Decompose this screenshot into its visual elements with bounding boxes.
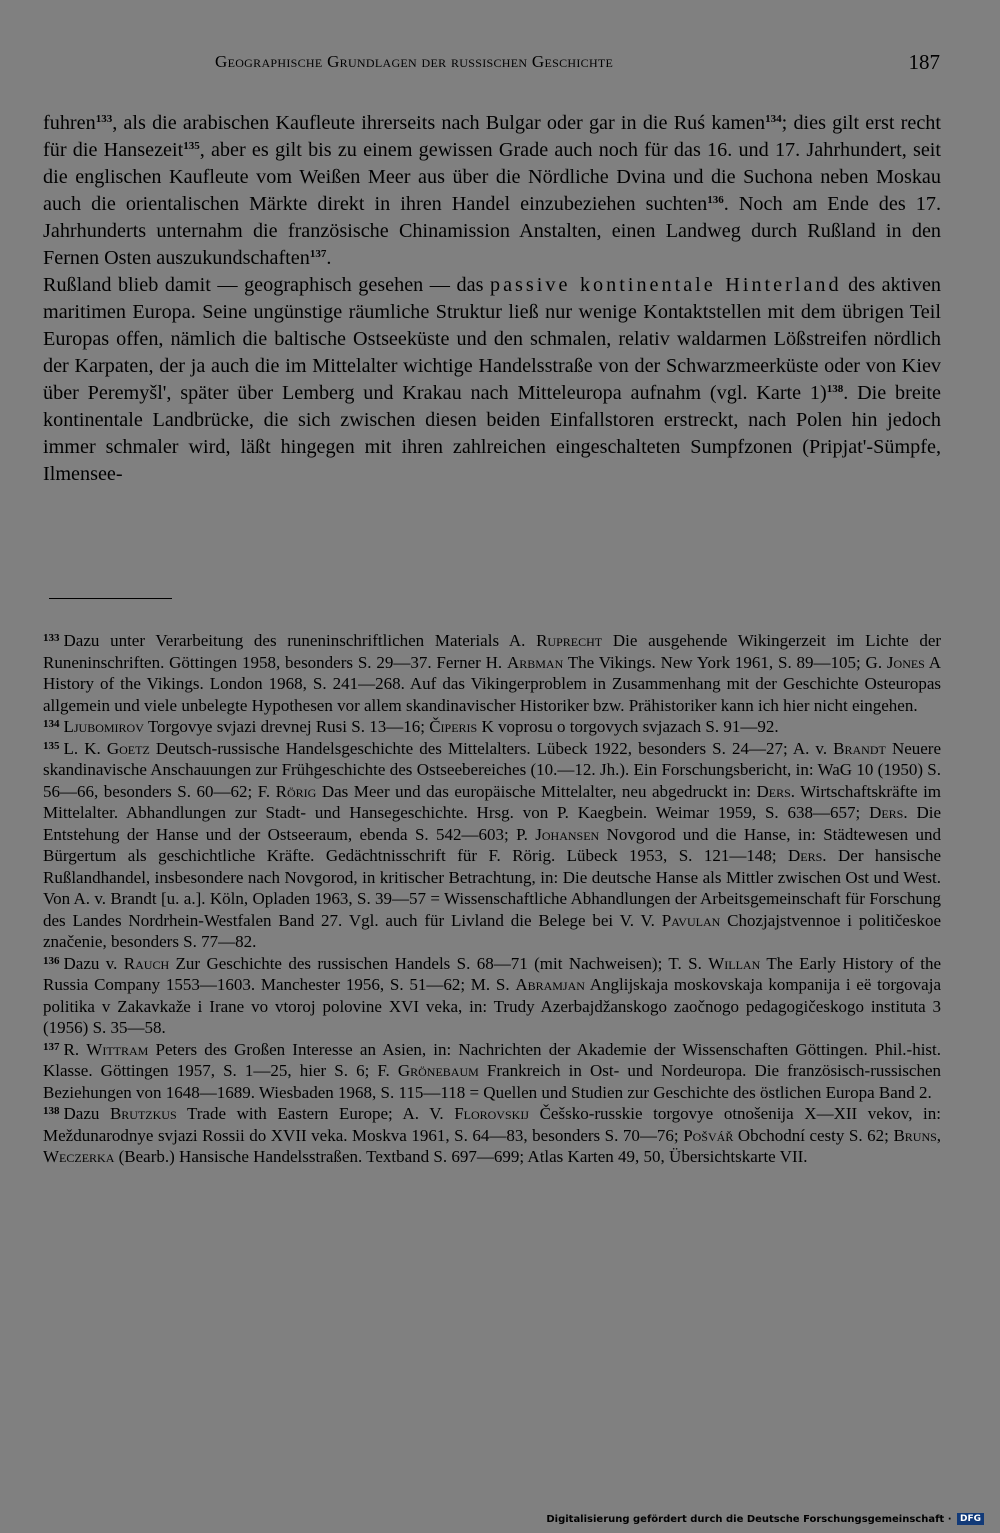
text-run: , aber es gilt bis zu einem gewissen Grade auch noch für das 16. und 17. Jahrhundert, seit die englischen Kaufleute vom Weißen Meer aus über die Nördliche Dvina und die Suchona neben Moskau auch die orientalischen Märkte direkt in ihren Handel einzubeziehen suchten xyxy=(43,139,941,215)
footnote-text: Die Entstehung der Hanse und der Ostseeraum, ebenda S. 542—603; P. xyxy=(43,803,941,844)
footnote-text: Trade with Eastern Europe; A. V. xyxy=(186,1104,444,1123)
author-name: Wittram xyxy=(86,1039,149,1059)
footnote-137 xyxy=(43,1039,941,1104)
footnote-text: Zur Geschichte des russischen Handels S. 68—71 (mit Nachweisen); T. S. xyxy=(175,953,702,973)
author-name: Abramjan xyxy=(515,975,585,994)
footnote-text: Torgovye svjazi drevnej Rusi S. 13—16; xyxy=(147,717,425,736)
footnote-number: 134 xyxy=(43,718,60,730)
footnote-text: Dazu unter Verarbeitung des runeninschriftlichen Materials A. xyxy=(63,631,526,650)
footnote-text: Chozjajstvennoe i političeskoe značenie, besonders S. 77—82. xyxy=(43,910,942,951)
author-name: Ders. xyxy=(869,803,908,822)
author-name: Weczerka xyxy=(43,1147,115,1166)
footnote-number: 136 xyxy=(43,954,60,967)
dfg-logo: DFG xyxy=(957,1513,984,1525)
text-run: . xyxy=(326,247,332,269)
text-run: des aktiven maritimen Europa. Seine ungünstige räumliche Struktur ließ nur wenige Kontaktstellen mit dem übrigen Teil Europas offen, nämlich die baltische Ostseeküste und den schmalen, relativ waldarmen Lößstreifen nördlich der Karpaten, der ja auch die im Mittelalter wichtige Handelsstraße von der Schwarzmeerküste oder von Kiev über Peremyšl', später über Lemberg und Krakau nach Mitteleuropa aufnahm (vgl. Karte 1) xyxy=(43,274,942,404)
text-run: fuhren xyxy=(43,112,96,134)
footnote-number: 137 xyxy=(43,1040,60,1053)
author-name: Čiperis xyxy=(429,717,478,736)
footnote-text: Deutsch-russische Handelsgeschichte des Mittelalters. Lübeck 1922, besonders S. 24—27; A. v. xyxy=(155,738,828,758)
footnote-134 xyxy=(43,716,941,738)
author-name: Ders. xyxy=(756,781,796,801)
author-name: Pošvář xyxy=(683,1125,734,1145)
running-head-title: Geographische Grundlagen der russischen Geschichte xyxy=(215,52,614,71)
footnote-number: 135 xyxy=(43,739,60,752)
footnote-ref-135[interactable]: 135 xyxy=(183,140,200,152)
text-run: , als die arabischen Kaufleute ihrerseits nach Bulgar oder gar in die Ruś kamen xyxy=(112,112,766,134)
author-name: Brutzkus xyxy=(109,1104,177,1123)
author-name: Ljubomirov xyxy=(63,717,144,736)
author-name: Brandt xyxy=(833,738,886,758)
footnote-text: Der hansische Rußlandhandel, insbesondere nach Novgorod, in kritischer Betrachtung, in: Die deutsche Hanse als Mittler zwischen Ost und West. Von A. v. Brandt [u. a.]. Köln, Opladen 1963, S. 39—57 = Wissenschaftliche Abhandlungen der Arbeitsgemeinschaft für Forschung des Landes Nordrhein-Westfalen Band 27. Vgl. auch für Livland die Belege bei V. V. xyxy=(43,846,942,930)
footnote-138 xyxy=(43,1103,941,1168)
footnote-text: L. K. xyxy=(63,738,101,758)
text-run: . Noch am Ende des 17. Jahrhunderts unternahm die französische Chinamission Anstalten, einen Landweg durch Rußland in den Fernen Osten auszukundschaften xyxy=(43,193,941,269)
author-name: Rörig xyxy=(275,781,317,801)
footnote-text: Das Meer und das europäische Mittelalter, neu abgedruckt in: xyxy=(321,781,751,801)
footnote-text: A History of the Vikings. London 1968, S. 241—268. Auf das Vikingerproblem in Zusammenhang mit der Geschichte Osteuropas allgemein und viele unbelegte Hypothesen vor allem skandinavischer Historiker bzw. Prähistoriker kann ich hier nicht eingehen. xyxy=(43,652,942,715)
footnote-text: K voprosu o torgovych svjazach S. 91—92. xyxy=(481,717,779,736)
author-name: Johansen xyxy=(535,824,600,844)
footnote-text: Frankreich in Ost- und Nordeuropa. Die französisch-russischen Beziehungen von 1648—1689. Wiesbaden 1968, S. 115—118 = Quellen und Studien zur Geschichte des östlichen Europa Band 2. xyxy=(43,1061,942,1102)
author-name: Goetz xyxy=(106,738,150,758)
footnote-ref-138[interactable]: 138 xyxy=(826,383,844,395)
footnote-text: Anglijskaja moskovskaja kompanija i eë torgovaja politika v Zakavkaže i Irane vo vtoroj polovine XVI veka, in: Trudy Azerbajdžanskogo zaočnogo pedagogičeskogo instituta 3 (1956) S. 35—58. xyxy=(43,975,941,1037)
author-name: Florovskij xyxy=(454,1104,529,1123)
footnote-text: Peters des Großen Interesse an Asien, in: Nachrichten der Akademie der Wissenschaften Göttingen. Phil.-hist. Klasse. Göttingen 1957, S. 1—25, hier S. 6; F. xyxy=(43,1039,942,1080)
author-name: Ruprecht xyxy=(536,631,603,650)
digitization-credit xyxy=(546,1513,984,1525)
author-name: Pavulan xyxy=(661,910,721,930)
footnote-text: Neuere skandinavische Anschauungen zur Frühgeschichte des Ostseebereiches (10.—12. Jh.). Ein Forschungsbericht, in: WaG 10 (1950) S. 56—66, besonders S. 60—62; F. xyxy=(43,738,942,801)
author-name: Grönebaum xyxy=(397,1061,479,1080)
footnote-text: The Early History of the Russia Company 1553—1603. Manchester 1956, S. 51—62; M. S. xyxy=(43,953,942,994)
author-name: Rauch xyxy=(123,953,170,973)
footnote-text: The Vikings. New York 1961, S. 89—105; G. xyxy=(567,652,883,672)
author-name: Ders. xyxy=(788,846,827,865)
footnotes-section xyxy=(43,630,941,1168)
footnote-text: Obchodní cesty S. 62; xyxy=(737,1125,889,1145)
footnote-ref-137[interactable]: 137 xyxy=(309,248,327,260)
text-run: Rußland blieb damit — geographisch gesehen — das xyxy=(43,274,484,296)
footnote-135 xyxy=(43,738,941,953)
footnote-text: , xyxy=(936,1125,942,1145)
paragraph-1 xyxy=(43,110,941,272)
footnote-text: Novgorod und die Hanse, in: Städtewesen und Bürgertum als geschichtliche Kräfte. Gedächtnisschrift für F. Rörig. Lübeck 1953, S. 121—148; xyxy=(43,824,942,865)
footnote-text: Češsko-russkie torgovye otnošenija X—XII vekov, in: Meždunarodnye svjazi Rossii do XVII veka. Moskva 1961, S. 64—83, besonders S. 70—76; xyxy=(43,1104,941,1145)
footnote-text: Die ausgehende Wikingerzeit im Lichte der Runeninschriften. Göttingen 1958, besonders S. 29—37. Ferner H. xyxy=(43,631,942,672)
text-run: . Die breite kontinentale Landbrücke, die sich zwischen diesen beiden Einfallstoren erstreckt, nach Polen hin jedoch immer schmaler wird, läßt hingegen mit ihren zahlreichen eingeschalteten Sumpfzonen (Pripjat'-Sümpfe, Ilmensee- xyxy=(43,382,941,485)
footnote-133 xyxy=(43,630,941,716)
footnote-text: R. xyxy=(63,1039,80,1059)
footnote-136 xyxy=(43,953,941,1039)
author-name: Jones xyxy=(886,652,925,672)
footnote-number: 138 xyxy=(43,1105,60,1117)
footnote-ref-134[interactable]: 134 xyxy=(765,113,782,125)
footnote-text: Dazu v. xyxy=(63,953,118,973)
footnote-text: Dazu xyxy=(63,1104,100,1123)
running-header xyxy=(215,50,940,80)
footnote-text: (Bearb.) Hansische Handelsstraßen. Textband S. 697—699; Atlas Karten 49, 50, Übersichtskarte VII. xyxy=(118,1147,808,1166)
footnote-ref-136[interactable]: 136 xyxy=(707,194,724,206)
paragraph-2 xyxy=(43,272,941,488)
footnote-separator xyxy=(49,598,172,599)
author-name: Arbman xyxy=(506,652,564,672)
footnote-number: 133 xyxy=(43,632,60,644)
footnote-text: Wirtschaftskräfte im Mittelalter. Abhandlungen zur Stadt- und Hansegeschichte. Hrsg. von P. Kaegbein. Weimar 1959, S. 638—657; xyxy=(43,781,942,822)
credit-text: Digitalisierung gefördert durch die Deutsche Forschungsgemeinschaft · xyxy=(546,1514,952,1525)
text-run: ; dies gilt erst recht für die Hansezeit xyxy=(43,112,941,161)
author-name: Willan xyxy=(708,953,761,973)
author-name: Bruns xyxy=(893,1125,937,1145)
emphasized-phrase: passive kontinentale Hinterland xyxy=(489,274,842,296)
footnote-ref-133[interactable]: 133 xyxy=(95,113,113,125)
page-number: 187 xyxy=(908,50,940,74)
main-text xyxy=(43,110,941,488)
